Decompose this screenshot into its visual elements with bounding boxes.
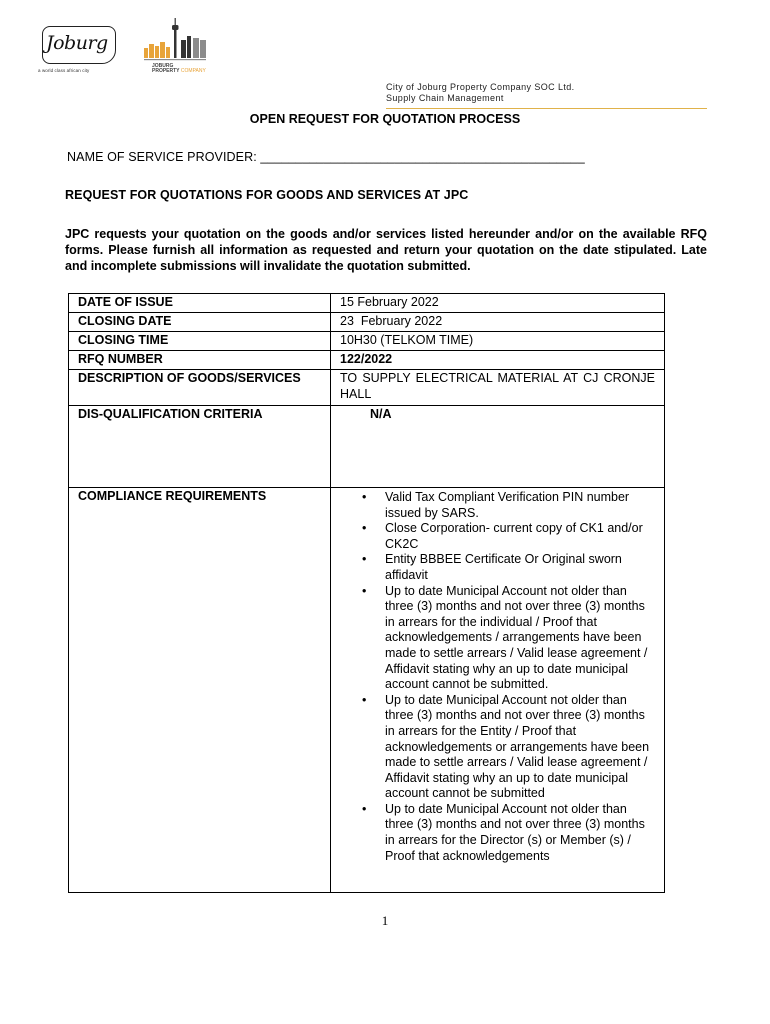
closing-time-value: 10H30 (TELKOM TIME) <box>331 332 665 351</box>
joburg-logo-tagline: a world class african city <box>38 68 90 73</box>
table-row-closing-date <box>69 313 665 332</box>
description-label: DESCRIPTION OF GOODS/SERVICES <box>69 370 331 406</box>
list-item: • Valid Tax Compliant Verification PIN number issued by SARS. <box>385 490 655 521</box>
header-divider <box>386 108 707 109</box>
jpc-skyline-icon <box>142 16 214 62</box>
table-row-rfq-number <box>69 351 665 370</box>
jpc-logo <box>142 16 222 76</box>
joburg-logo <box>38 26 120 76</box>
date-of-issue-value: 15 February 2022 <box>331 294 665 313</box>
jpc-logo-line1: JOBURG <box>152 63 174 69</box>
department-name: Supply Chain Management <box>386 93 504 103</box>
closing-date-label: CLOSING DATE <box>69 313 331 332</box>
jpc-logo-line2 <box>152 69 206 74</box>
jpc-logo-name <box>152 64 206 74</box>
table-row-description <box>69 370 665 406</box>
list-item: • Up to date Municipal Account not older than three (3) months and not over three (3) months in arrears for the Entity / Proof that acknowledgements or arrangements have been made to settle arrears / Valid lease agreement / Affidavit stating why an up to date municipal account cannot be submitted <box>385 693 655 802</box>
description-value: TO SUPPLY ELECTRICAL MATERIAL AT CJ CRONJE HALL <box>331 370 665 406</box>
service-provider-line: NAME OF SERVICE PROVIDER: ______________________________________________ <box>67 150 585 164</box>
list-item: • Entity BBBEE Certificate Or Original sworn affidavit <box>385 552 655 583</box>
disqualification-value: N/A <box>370 407 392 421</box>
document-title: OPEN REQUEST FOR QUOTATION PROCESS <box>249 112 521 126</box>
table-row-compliance <box>69 488 665 893</box>
intro-paragraph: JPC requests your quotation on the goods and/or services listed hereunder and/or on the available RFQ forms. Please furnish all information as requested and return your quotation on the date stipulated. Late and incomplete submissions will invalidate the quotation submitted. <box>65 227 707 273</box>
disqualification-value-cell <box>331 406 665 488</box>
company-name: City of Joburg Property Company SOC Ltd. <box>386 82 575 92</box>
table-row-closing-time <box>69 332 665 351</box>
closing-time-label: CLOSING TIME <box>69 332 331 351</box>
table-row-disqualification <box>69 406 665 488</box>
compliance-list <box>340 490 655 864</box>
compliance-value-cell <box>331 488 665 893</box>
rfq-number-value: 122/2022 <box>331 351 665 370</box>
date-of-issue-label: DATE OF ISSUE <box>69 294 331 313</box>
list-item: • Up to date Municipal Account not older than three (3) months and not over three (3) months in arrears for the individual / Proof that acknowledgements / arrangements have been made to settle arrears / Valid lease agreement / Affidavit stating why an up to date municipal account cannot be submitted. <box>385 584 655 693</box>
list-item: • Close Corporation- current copy of CK1 and/or CK2C <box>385 521 655 552</box>
rfq-details-table <box>68 293 665 893</box>
joburg-logo-word: Joburg <box>46 32 108 54</box>
disqualification-label: DIS-QUALIFICATION CRITERIA <box>69 406 331 488</box>
rfq-number-label: RFQ NUMBER <box>69 351 331 370</box>
table-row-date-of-issue <box>69 294 665 313</box>
page-number: 1 <box>381 913 389 928</box>
list-item: • Up to date Municipal Account not older than three (3) months and not over three (3) months in arrears for the Director (s) or Member (s) / Proof that acknowledgements <box>385 802 655 864</box>
jpc-logo-property: PROPERTY <box>152 68 180 74</box>
company-header <box>386 82 575 104</box>
jpc-logo-company: COMPANY <box>180 68 206 74</box>
rfq-subheading: REQUEST FOR QUOTATIONS FOR GOODS AND SERVICES AT JPC <box>65 188 469 202</box>
compliance-label: COMPLIANCE REQUIREMENTS <box>69 488 331 893</box>
closing-date-value: 23 February 2022 <box>331 313 665 332</box>
